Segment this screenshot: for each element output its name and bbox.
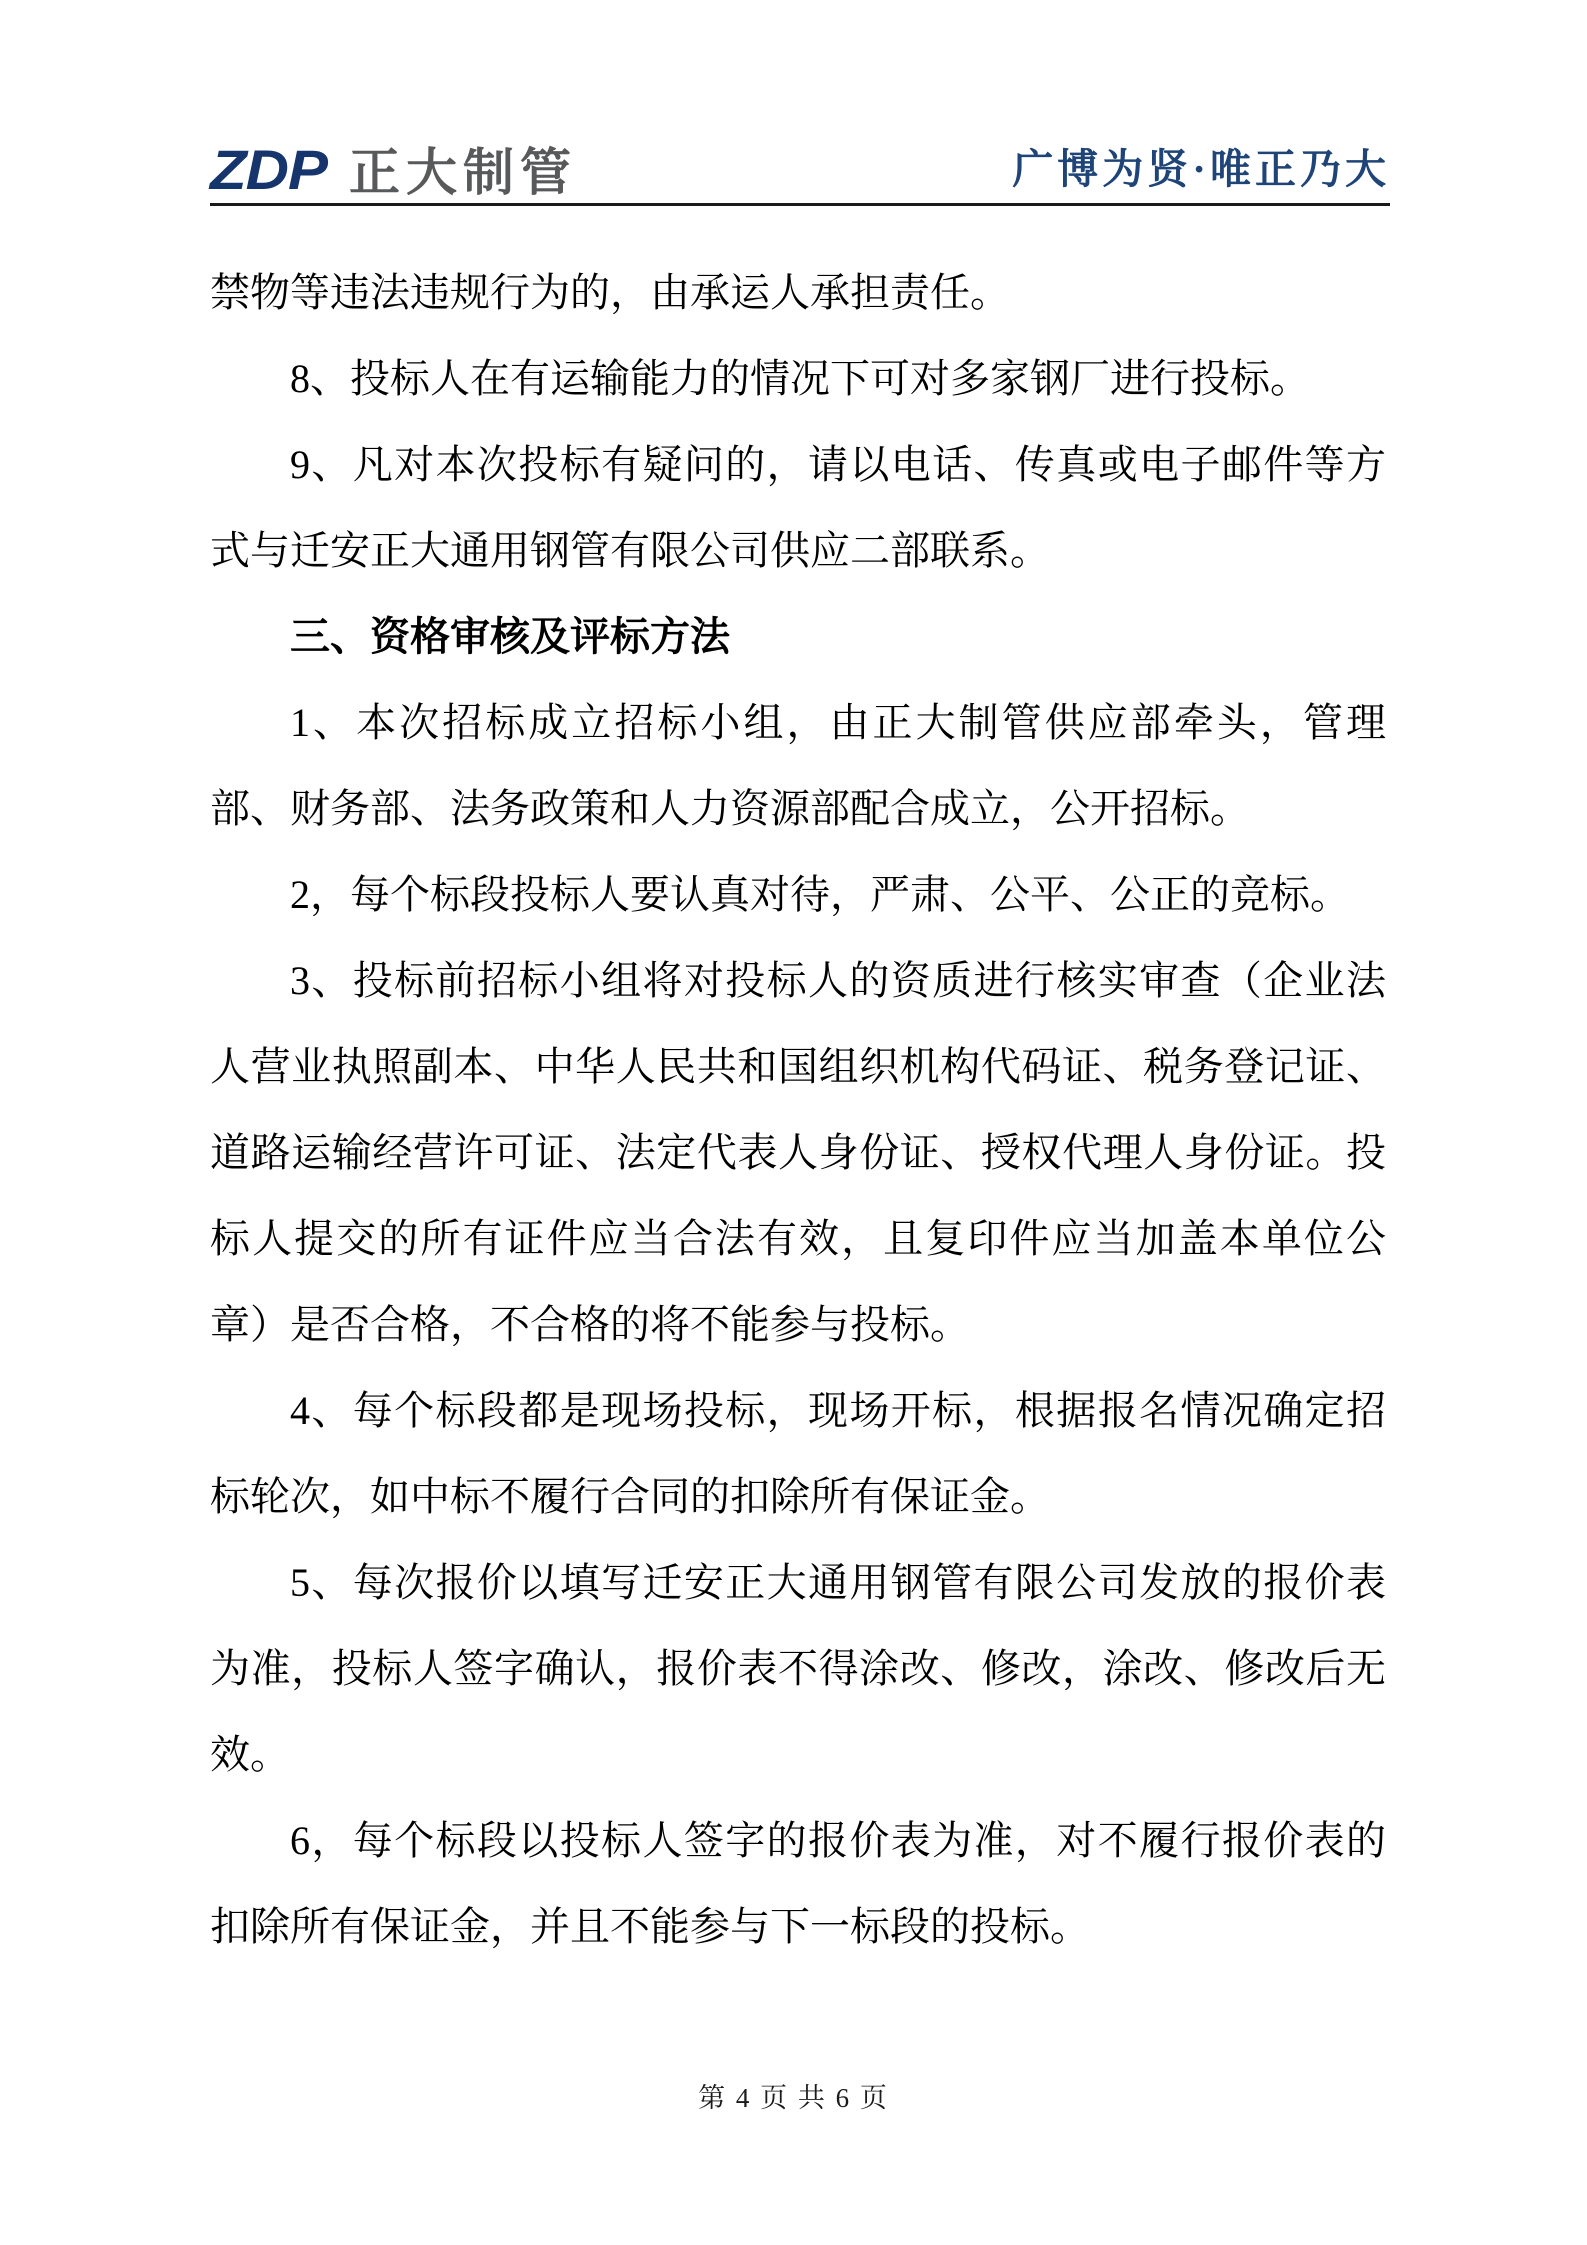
body-paragraph: 3、投标前招标小组将对投标人的资质进行核实审查（企业法人营业执照副本、中华人民共和国组织机构代码证、税务登记证、道路运输经营许可证、法定代表人身份证、授权代理人身份证。投标人提交的所有证件应当合法有效，且复印件应当加盖本单位公章）是否合格，不合格的将不能参与投标。 xyxy=(210,958,1386,1347)
body-paragraph: 2，每个标段投标人要认真对待，严肃、公平、公正的竞标。 xyxy=(290,872,1350,917)
body-paragraph: 6，每个标段以投标人签字的报价表为准，对不履行报价表的扣除所有保证金，并且不能参与下一标段的投标。 xyxy=(210,1818,1386,1949)
zdp-logo-mark: ZDP xyxy=(210,139,327,201)
section-heading: 三、资格审核及评标方法 xyxy=(290,614,730,659)
page-number: 第 4 页 共 6 页 xyxy=(698,2083,889,2113)
company-name: 正大制管 xyxy=(349,144,578,201)
page-footer xyxy=(0,2076,1587,2115)
body-paragraph: 8、投标人在有运输能力的情况下可对多家钢厂进行投标。 xyxy=(290,356,1310,401)
company-logo xyxy=(210,138,578,201)
header-divider xyxy=(210,203,1390,206)
body-paragraph: 禁物等违法违规行为的，由承运人承担责任。 xyxy=(210,270,1010,315)
page-header xyxy=(210,130,1390,201)
body-paragraph: 4、每个标段都是现场投标，现场开标，根据报名情况确定招标轮次，如中标不履行合同的扣除所有保证金。 xyxy=(210,1388,1386,1519)
body-paragraph: 1、本次招标成立招标小组，由正大制管供应部牵头，管理部、财务部、法务政策和人力资源部配合成立，公开招标。 xyxy=(210,700,1386,831)
document-body xyxy=(210,250,1386,1970)
body-paragraph: 9、凡对本次投标有疑问的，请以电话、传真或电子邮件等方式与迁安正大通用钢管有限公司供应二部联系。 xyxy=(210,442,1386,573)
company-slogan: 广博为贤·唯正乃大 xyxy=(1012,146,1390,192)
body-paragraph: 5、每次报价以填写迁安正大通用钢管有限公司发放的报价表为准，投标人签字确认，报价表不得涂改、修改，涂改、修改后无效。 xyxy=(210,1560,1386,1777)
